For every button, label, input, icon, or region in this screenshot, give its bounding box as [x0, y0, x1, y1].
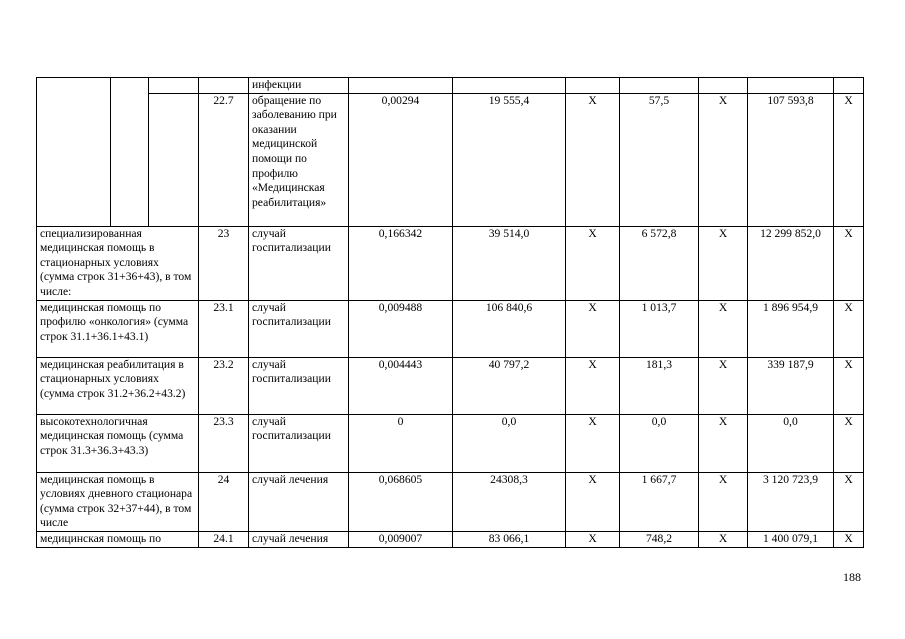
page-number: 188: [843, 570, 861, 584]
norm-cell: 0,00294: [349, 93, 453, 226]
unit-cell: инфекции: [249, 78, 349, 94]
merged-name-cell-b: [111, 78, 149, 227]
x-cell: Х: [566, 531, 620, 547]
cost-cell: 24308,3: [453, 472, 566, 531]
x-cell: Х: [834, 357, 864, 414]
cost-cell: 39 514,0: [453, 226, 566, 300]
x-cell: Х: [699, 357, 748, 414]
table-row: [37, 357, 864, 414]
value-cell: 1 667,7: [620, 472, 699, 531]
norm-cell: 0,068605: [349, 472, 453, 531]
row-number: 23.3: [199, 414, 249, 472]
row-number: 23.2: [199, 357, 249, 414]
value-cell: 748,2: [620, 531, 699, 547]
x-cell: Х: [699, 300, 748, 357]
value-cell: 12 299 852,0: [748, 226, 834, 300]
x-cell: Х: [566, 93, 620, 226]
norm-cell: 0,004443: [349, 357, 453, 414]
unit-cell: обращение по заболеванию при оказании медицинской помощи по профилю «Медицинская реабилитация»: [249, 93, 349, 226]
x-cell: [834, 78, 864, 94]
unit-cell: случай госпитализации: [249, 357, 349, 414]
x-cell: Х: [699, 93, 748, 226]
x-cell: Х: [834, 300, 864, 357]
table-cell: [149, 78, 199, 94]
name-cell: медицинская помощь в условиях дневного стационара (сумма строк 32+37+44), в том числе: [37, 472, 199, 531]
row-number: 24: [199, 472, 249, 531]
norm-cell: 0: [349, 414, 453, 472]
name-cell: высокотехнологичная медицинская помощь (сумма строк 31.3+36.3+43.3): [37, 414, 199, 472]
value-cell: 57,5: [620, 93, 699, 226]
cost-cell: 0,0: [453, 414, 566, 472]
x-cell: Х: [566, 414, 620, 472]
cost-cell: [453, 78, 566, 94]
x-cell: Х: [699, 414, 748, 472]
cost-cell: 19 555,4: [453, 93, 566, 226]
x-cell: Х: [834, 531, 864, 547]
x-cell: [566, 78, 620, 94]
unit-cell: случай госпитализации: [249, 226, 349, 300]
value-cell: 0,0: [620, 414, 699, 472]
value-cell: [748, 78, 834, 94]
x-cell: Х: [834, 226, 864, 300]
value-cell: 1 400 079,1: [748, 531, 834, 547]
row-number: 22.7: [199, 93, 249, 226]
cost-cell: 40 797,2: [453, 357, 566, 414]
value-cell: 3 120 723,9: [748, 472, 834, 531]
table-row: [37, 78, 864, 94]
value-cell: 0,0: [748, 414, 834, 472]
table-cell: [149, 93, 199, 226]
x-cell: Х: [699, 472, 748, 531]
norm-cell: 0,009488: [349, 300, 453, 357]
x-cell: Х: [566, 357, 620, 414]
x-cell: Х: [834, 414, 864, 472]
x-cell: Х: [699, 226, 748, 300]
table-row: [37, 300, 864, 357]
value-cell: 339 187,9: [748, 357, 834, 414]
value-cell: 107 593,8: [748, 93, 834, 226]
name-cell: медицинская помощь по: [37, 531, 199, 547]
unit-cell: случай госпитализации: [249, 414, 349, 472]
unit-cell: случай лечения: [249, 472, 349, 531]
norm-cell: [349, 78, 453, 94]
name-cell: медицинская помощь по профилю «онкология» (сумма строк 31.1+36.1+43.1): [37, 300, 199, 357]
row-number: 23.1: [199, 300, 249, 357]
name-cell: специализированная медицинская помощь в стационарных условиях (сумма строк 31+36+43), в том числе:: [37, 226, 199, 300]
norm-cell: 0,166342: [349, 226, 453, 300]
value-cell: [620, 78, 699, 94]
norm-cell: 0,009007: [349, 531, 453, 547]
table-row: [37, 414, 864, 472]
value-cell: 1 896 954,9: [748, 300, 834, 357]
x-cell: Х: [834, 93, 864, 226]
merged-name-cell-a: [37, 78, 111, 227]
table-row: [37, 93, 864, 226]
x-cell: Х: [566, 300, 620, 357]
table-row: [37, 226, 864, 300]
row-number: 23: [199, 226, 249, 300]
x-cell: [699, 78, 748, 94]
name-cell: медицинская реабилитация в стационарных условиях (сумма строк 31.2+36.2+43.2): [37, 357, 199, 414]
cost-cell: 83 066,1: [453, 531, 566, 547]
table-row: [37, 531, 864, 547]
unit-cell: случай госпитализации: [249, 300, 349, 357]
row-number: 24.1: [199, 531, 249, 547]
x-cell: Х: [566, 472, 620, 531]
unit-cell: случай лечения: [249, 531, 349, 547]
cost-cell: 106 840,6: [453, 300, 566, 357]
x-cell: Х: [566, 226, 620, 300]
budget-table: [36, 77, 864, 548]
value-cell: 181,3: [620, 357, 699, 414]
value-cell: 1 013,7: [620, 300, 699, 357]
table-row: [37, 472, 864, 531]
row-number: [199, 78, 249, 94]
x-cell: Х: [834, 472, 864, 531]
x-cell: Х: [699, 531, 748, 547]
value-cell: 6 572,8: [620, 226, 699, 300]
